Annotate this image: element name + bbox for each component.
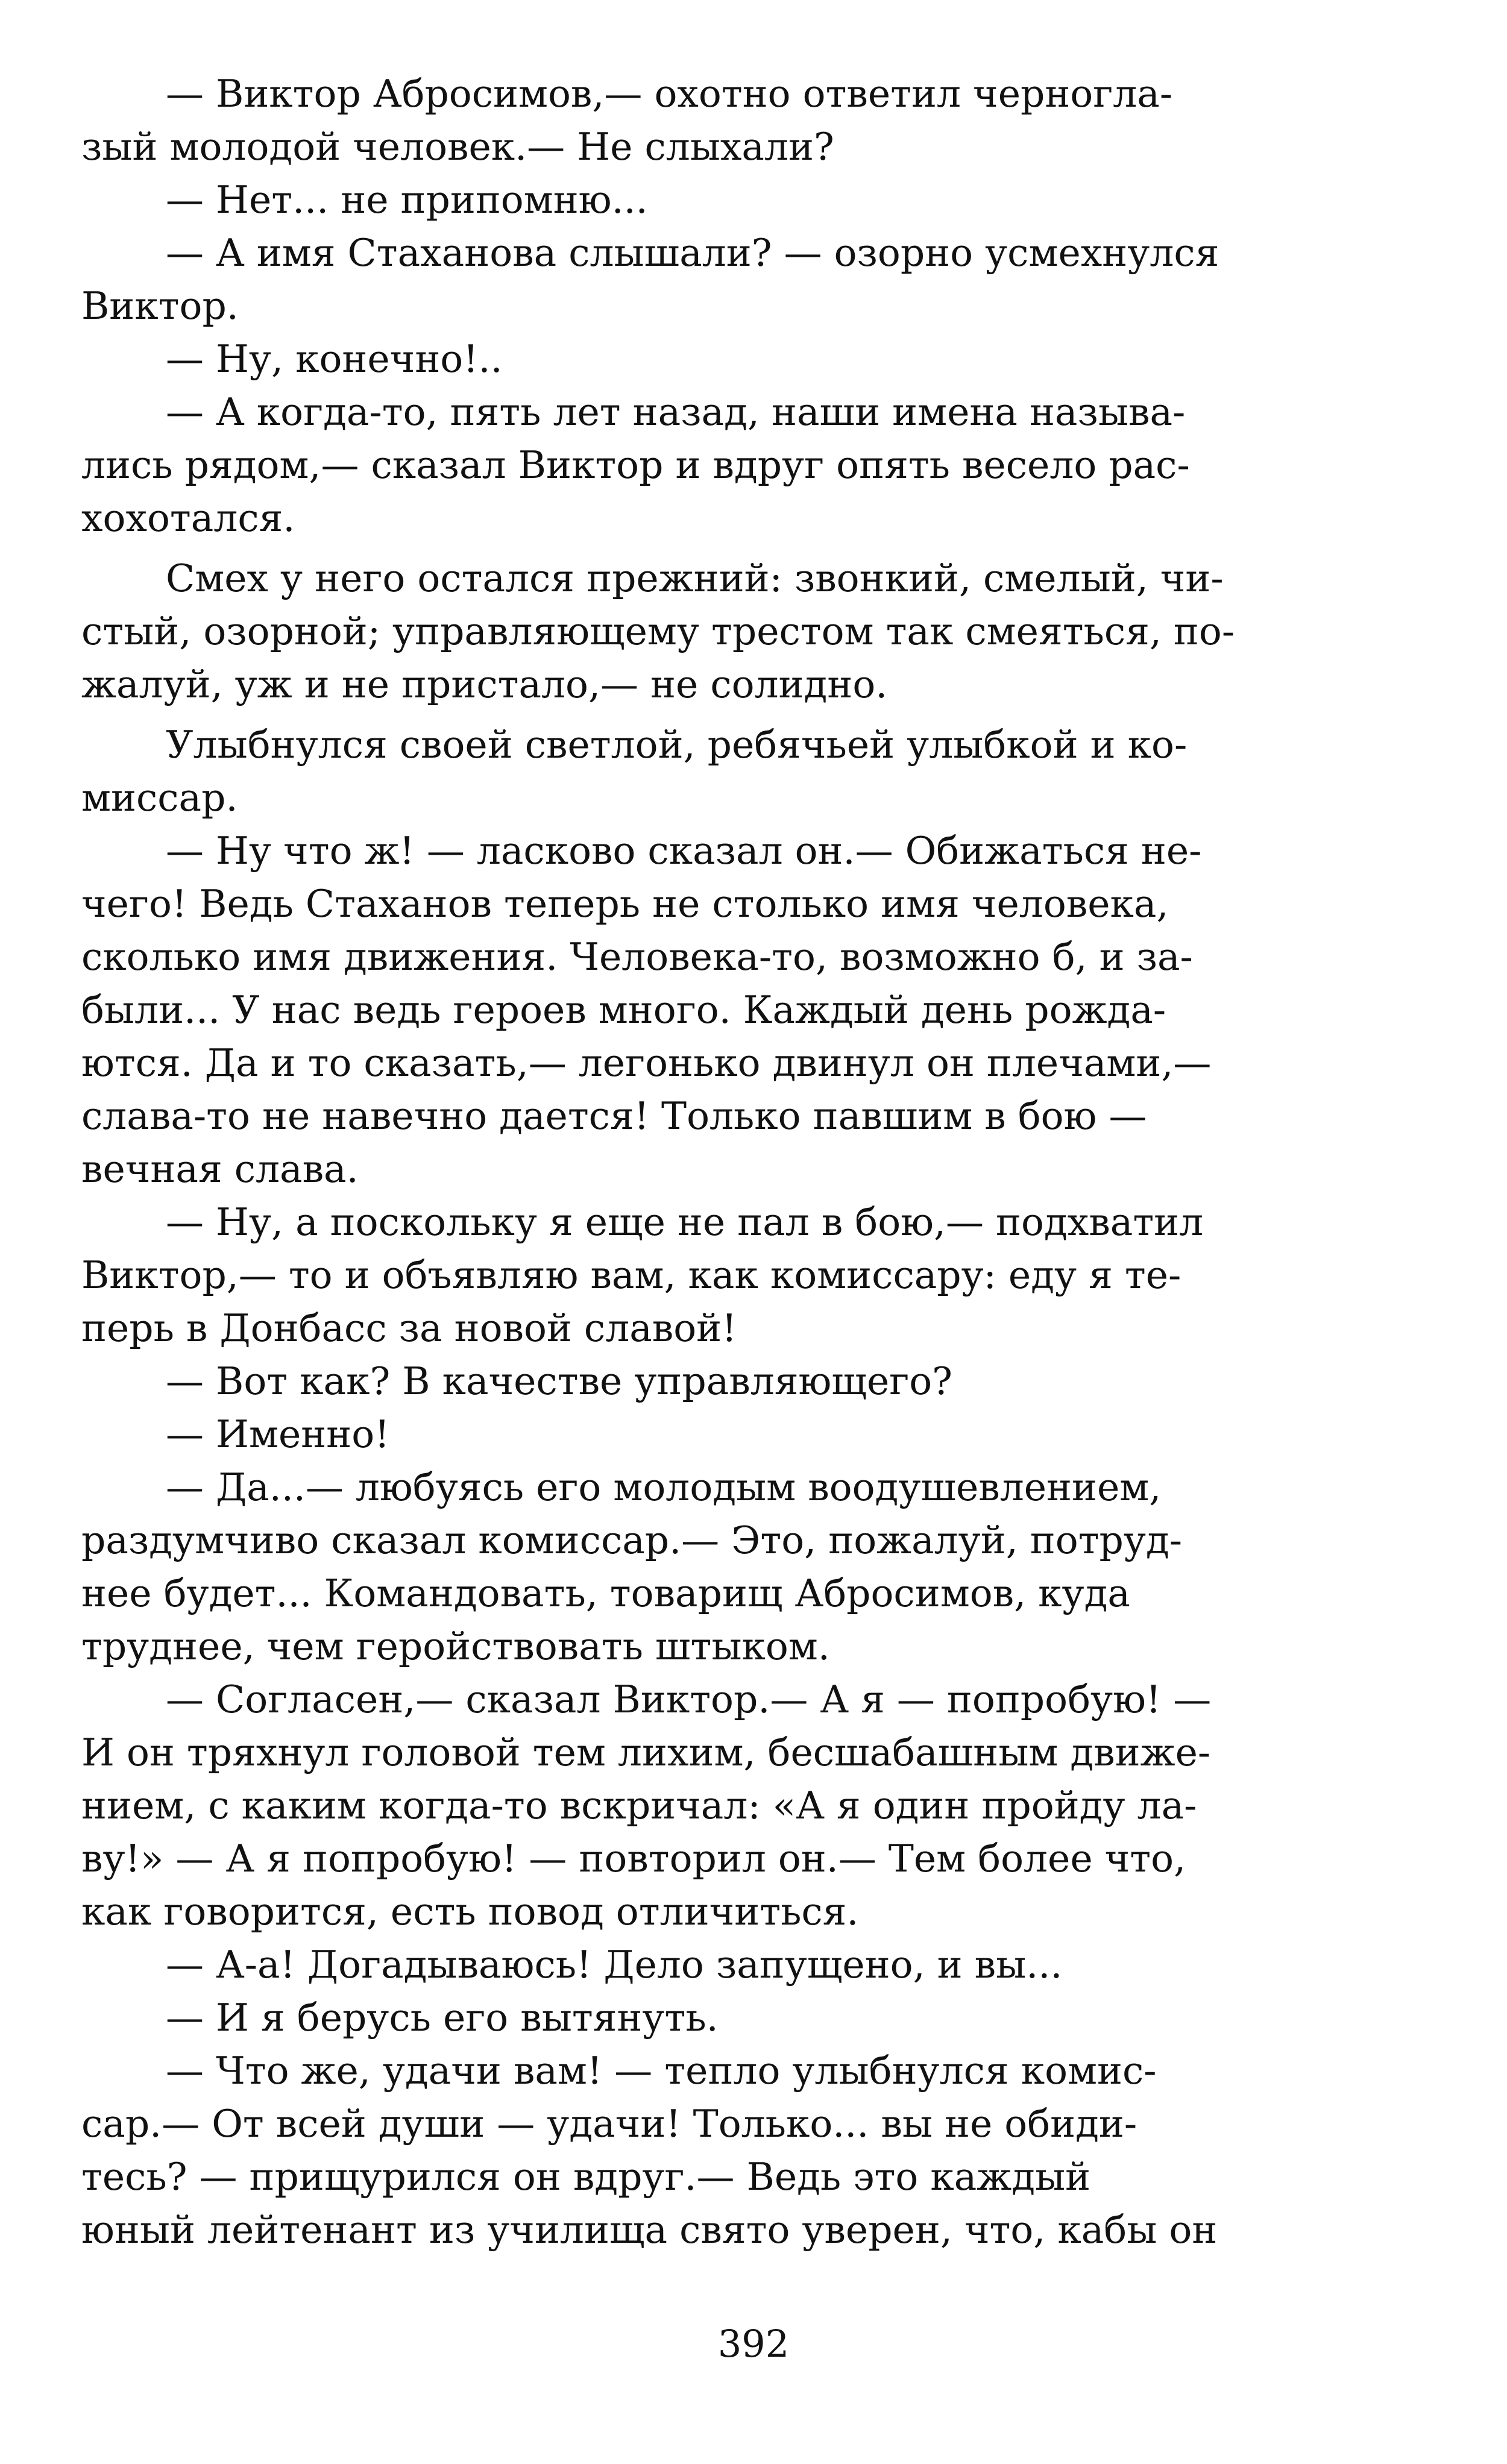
text-line: — Что же, удачи вам! — тепло улыбнулся комис- (166, 2049, 1157, 2093)
text-line: Улыбнулся своей светлой, ребячьей улыбкой и ко- (166, 723, 1188, 767)
text-line: нее будет... Командовать, товарищ Абросимов, куда (81, 1571, 1130, 1615)
text-line: раздумчиво сказал комиссар.— Это, пожалуй, потруд- (81, 1518, 1183, 1562)
text-line: — А-а! Догадываюсь! Дело запущено, и вы... (166, 1943, 1063, 1987)
text-line: хохотался. (81, 496, 295, 540)
text-line: ются. Да и то сказать,— легонько двинул он плечами,— (81, 1041, 1212, 1085)
text-line: зый молодой человек.— Не слыхали? (81, 125, 834, 169)
text-line: — Вот как? В качестве управляющего? (166, 1359, 952, 1403)
text-line: сколько имя движения. Человека-то, возможно б, и за- (81, 935, 1193, 979)
text-line: перь в Донбасс за новой славой! (81, 1306, 737, 1350)
text-line: нием, с каким когда-то вскричал: «А я один пройду ла- (81, 1784, 1197, 1828)
text-line: труднее, чем геройствовать штыком. (81, 1624, 830, 1668)
text-line: миссар. (81, 776, 238, 820)
text-line: были... У нас ведь героев много. Каждый день рожда- (81, 988, 1166, 1032)
text-line: чего! Ведь Стаханов теперь не столько имя человека, (81, 882, 1169, 926)
text-line: — Согласен,— сказал Виктор.— А я — попробую! — (166, 1677, 1212, 1721)
text-line: ву!» — А я попробую! — повторил он.— Тем более что, (81, 1837, 1186, 1881)
text-line: — Да...— любуясь его молодым воодушевлением, (166, 1465, 1162, 1509)
text-line: — Ну, а поскольку я еще не пал в бою,— подхватил (166, 1200, 1204, 1244)
text-line: И он тряхнул головой тем лихим, бесшабашным движе- (81, 1730, 1211, 1774)
text-line: слава-то не навечно дается! Только павшим в бою — (81, 1094, 1147, 1138)
text-line: Виктор,— то и объявляю вам, как комиссару: еду я те- (81, 1253, 1181, 1297)
text-line: стый, озорной; управляющему трестом так смеяться, по- (81, 609, 1235, 653)
text-line: лись рядом,— сказал Виктор и вдруг опять весело рас- (81, 443, 1190, 487)
page-number: 392 (717, 2322, 790, 2366)
page-body-text (81, 68, 1417, 2257)
text-line: Смех у него остался прежний: звонкий, смелый, чи- (166, 556, 1224, 600)
text-line: — А имя Стаханова слышали? — озорно усмехнулся (166, 231, 1219, 275)
text-line: вечная слава. (81, 1147, 359, 1191)
text-line: сар.— От всей души — удачи! Только... вы не обиди- (81, 2102, 1137, 2146)
text-line: — Ну что ж! — ласково сказал он.— Обижаться не- (166, 829, 1202, 873)
text-line: как говорится, есть повод отличиться. (81, 1890, 859, 1934)
text-line: — А когда-то, пять лет назад, наши имена называ- (166, 390, 1186, 434)
text-line: жалуй, уж и не пристало,— не солидно. (81, 662, 888, 706)
text-line: — Ну, конечно!.. (166, 337, 503, 381)
text-line: — И я берусь его вытянуть. (166, 1996, 719, 2040)
text-line: — Нет... не припомню... (166, 178, 648, 222)
text-line: Виктор. (81, 284, 239, 328)
text-line: — Виктор Абросимов,— охотно ответил черногла- (166, 72, 1173, 116)
text-line: — Именно! (166, 1412, 390, 1456)
text-line: юный лейтенант из училища свято уверен, что, кабы он (81, 2208, 1218, 2252)
text-line: тесь? — прищурился он вдруг.— Ведь это каждый (81, 2155, 1091, 2199)
